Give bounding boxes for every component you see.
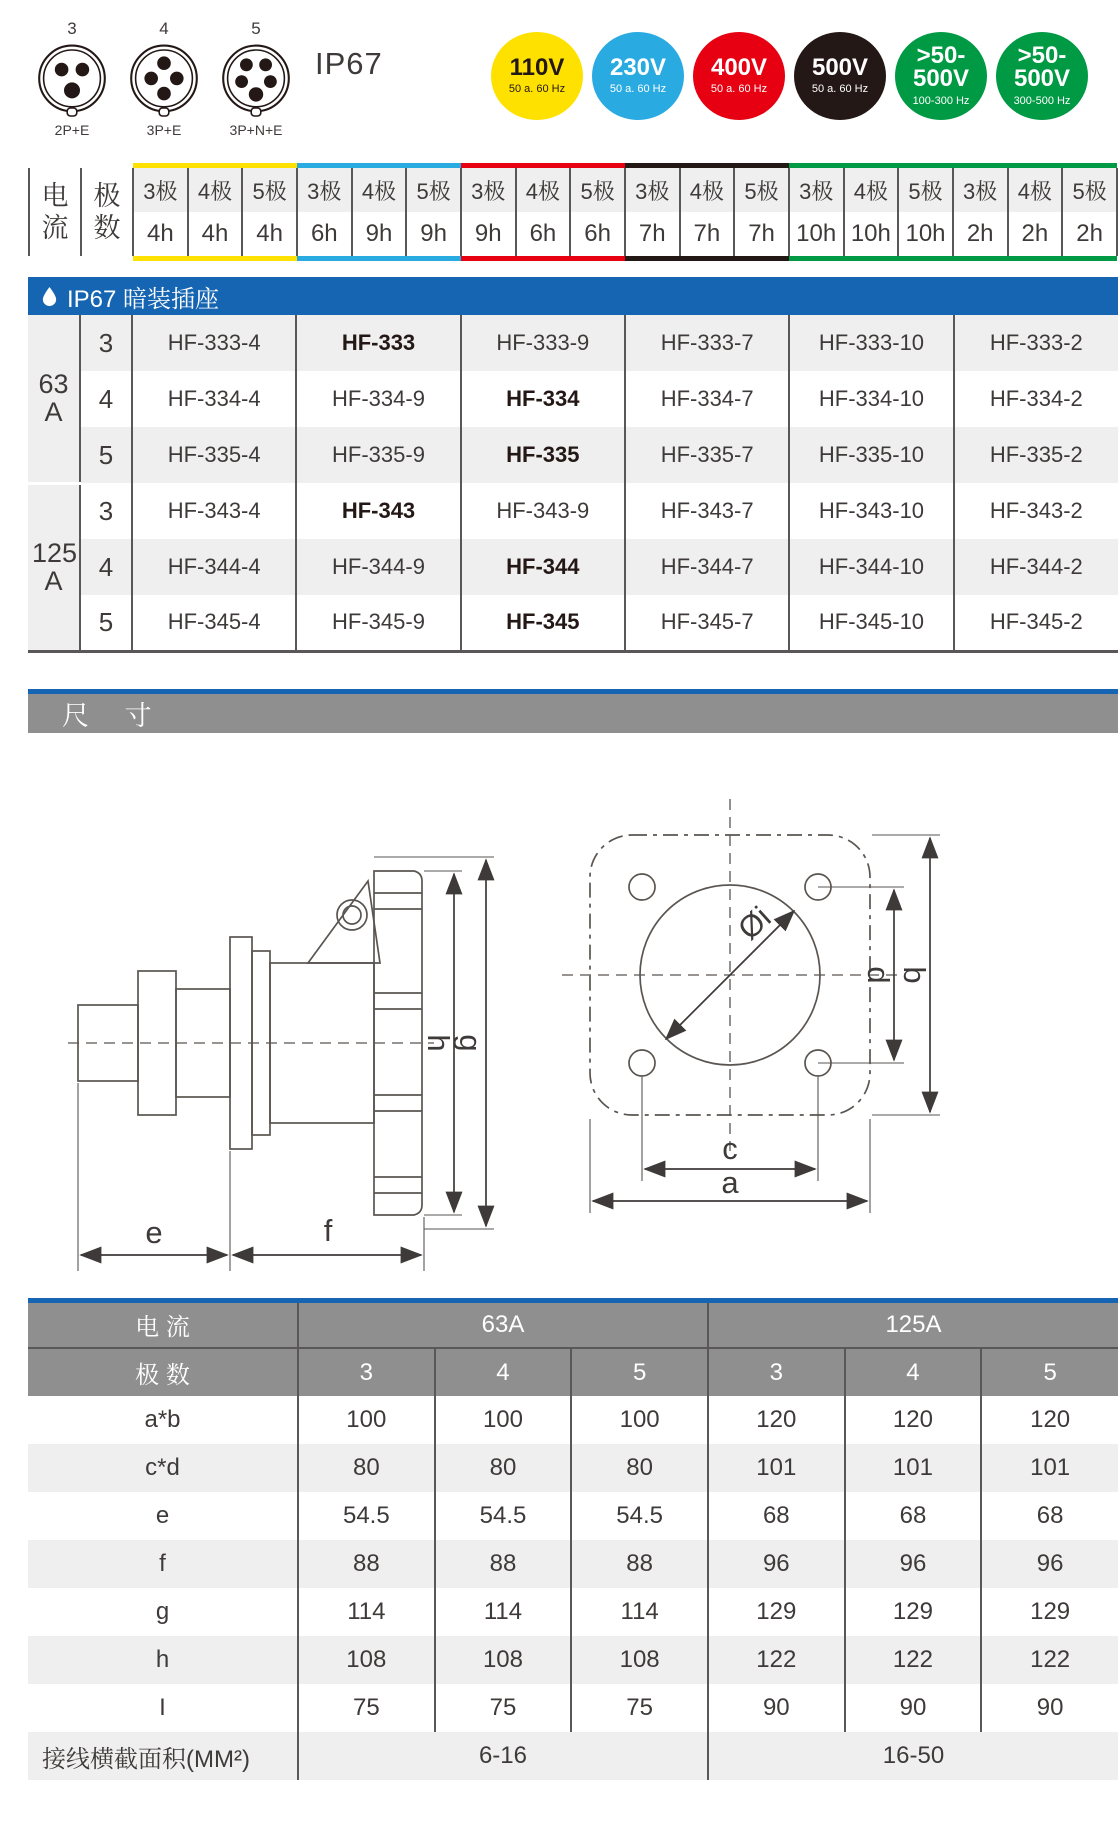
hour-cell: 9h xyxy=(461,212,516,256)
hour-cell: 10h xyxy=(898,212,953,256)
model-cell: HF-333-2 xyxy=(954,315,1118,371)
dim-row-label: f xyxy=(28,1540,298,1588)
pin-count-label: 5 xyxy=(251,19,261,38)
dim-value: 96 xyxy=(845,1540,982,1588)
model-row xyxy=(28,427,1118,483)
dim-value: 68 xyxy=(708,1492,845,1540)
dim-value: 88 xyxy=(298,1540,435,1588)
dim-value: 100 xyxy=(571,1396,708,1444)
dim-value: 90 xyxy=(708,1684,845,1732)
model-cell: HF-335-2 xyxy=(954,427,1118,483)
frequency-label: 50 a. 60 Hz xyxy=(811,83,869,96)
dim-row-label: e xyxy=(155,1502,170,1529)
connector-5pin xyxy=(219,20,293,137)
group-color-bar xyxy=(297,256,461,261)
dim-label-b: b xyxy=(897,965,932,984)
dim-value: 122 xyxy=(708,1636,845,1684)
dim-label-d: d xyxy=(861,965,896,984)
voltage-badge-110v xyxy=(491,32,583,120)
model-cell: HF-333-4 xyxy=(132,315,296,371)
voltage-badge-500v xyxy=(794,32,886,120)
hour-cell: 6h xyxy=(516,212,571,256)
wire-section-125a: 16-50 xyxy=(708,1732,1118,1780)
hour-cell: 4h xyxy=(242,212,297,256)
pole-cell: 3极 xyxy=(953,168,1008,212)
dim-row-f xyxy=(28,1540,1118,1588)
model-cell: HF-335-9 xyxy=(296,427,460,483)
dim-value: 120 xyxy=(981,1396,1118,1444)
voltage-value: >50- xyxy=(916,42,966,70)
dim-value: 129 xyxy=(981,1588,1118,1636)
dim-label-f: f xyxy=(323,1212,333,1248)
connector-4pin xyxy=(127,20,201,137)
group-color-bar xyxy=(625,256,789,261)
voltage-badge-230v xyxy=(592,32,684,120)
dim-value: 96 xyxy=(981,1540,1118,1588)
pole-cell: 4极 xyxy=(516,168,571,212)
dim-label-a: a xyxy=(721,1164,739,1200)
model-cell: HF-344-4 xyxy=(132,539,296,595)
dim-value: 108 xyxy=(435,1636,572,1684)
dimensions-title: 尺 寸 xyxy=(62,700,166,731)
dim-value: 114 xyxy=(571,1588,708,1636)
dim-row-e xyxy=(28,1492,1118,1540)
model-cell: HF-345-2 xyxy=(954,595,1118,651)
dim-value: 88 xyxy=(435,1540,572,1588)
dim-row-ab xyxy=(28,1396,1118,1444)
dim-row-g xyxy=(28,1588,1118,1636)
model-cell: HF-335-4 xyxy=(132,427,296,483)
current-header-label: 电 流 xyxy=(28,1300,298,1348)
pole-count-cell: 5 xyxy=(80,595,132,651)
hour-cell: 4h xyxy=(133,212,188,256)
hour-cell: 4h xyxy=(188,212,243,256)
pole-cell: 3极 xyxy=(789,168,844,212)
dim-value: 68 xyxy=(981,1492,1118,1540)
current-group-125a: 125A xyxy=(708,1300,1118,1348)
dim-value: 129 xyxy=(845,1588,982,1636)
dim-value: 54.5 xyxy=(435,1492,572,1540)
dim-value: 129 xyxy=(708,1588,845,1636)
dim-value: 100 xyxy=(435,1396,572,1444)
dim-row-label: h xyxy=(28,1636,298,1684)
pole-cell: 3极 xyxy=(297,168,352,212)
dim-value: 90 xyxy=(981,1684,1118,1732)
hour-cell: 2h xyxy=(953,212,1008,256)
connector-3pin-icon xyxy=(35,40,109,120)
model-cell: HF-343-10 xyxy=(789,483,953,539)
pole-col-header: 4 xyxy=(845,1348,982,1396)
wire-section-label: 接线横截面积(MM²) xyxy=(28,1732,298,1780)
ip-rating-label: IP67 xyxy=(315,46,383,81)
dim-value: 101 xyxy=(981,1444,1118,1492)
model-cell-primary: HF-335 xyxy=(461,427,625,483)
pole-cell: 5极 xyxy=(242,168,297,212)
dim-label-h: h xyxy=(421,1033,456,1052)
pole-col-header: 3 xyxy=(708,1348,845,1396)
color-bar-row-bottom xyxy=(29,256,1117,261)
model-cell: HF-334-10 xyxy=(789,371,953,427)
pole-col-header: 5 xyxy=(981,1348,1118,1396)
model-cell: HF-343-4 xyxy=(132,483,296,539)
model-row xyxy=(28,483,1118,539)
connector-4pin-icon xyxy=(127,40,201,120)
dim-value: 80 xyxy=(571,1444,708,1492)
model-cell: HF-334-4 xyxy=(132,371,296,427)
frequency-label: 50 a. 60 Hz xyxy=(609,83,667,96)
model-row xyxy=(28,595,1118,651)
hour-cell: 7h xyxy=(734,212,789,256)
pole-cell: 3极 xyxy=(133,168,188,212)
model-cell-primary: HF-333 xyxy=(296,315,460,371)
poles-header-row xyxy=(28,1348,1118,1396)
pole-cell: 5极 xyxy=(898,168,953,212)
dim-row-label: c*d xyxy=(28,1444,298,1492)
dim-value: 100 xyxy=(298,1396,435,1444)
connector-config-label: 2P+E xyxy=(54,122,90,138)
frequency-label: 50 a. 60 Hz xyxy=(508,83,566,96)
pole-count-cell: 5 xyxy=(80,427,132,483)
hour-cell: 9h xyxy=(352,212,407,256)
model-cell: HF-343-7 xyxy=(625,483,789,539)
model-cell: HF-333-10 xyxy=(789,315,953,371)
pole-col-header: 4 xyxy=(435,1348,572,1396)
pole-cell: 5极 xyxy=(1062,168,1117,212)
wire-section-63a: 6-16 xyxy=(298,1732,708,1780)
hour-cell: 7h xyxy=(625,212,680,256)
model-row xyxy=(28,315,1118,371)
dim-value: 114 xyxy=(435,1588,572,1636)
model-cell-primary: HF-334 xyxy=(461,371,625,427)
water-drop-icon xyxy=(42,287,57,306)
model-table xyxy=(28,315,1118,653)
voltage-value: 500V xyxy=(811,53,869,81)
dim-value: 80 xyxy=(298,1444,435,1492)
voltage-value: >50- xyxy=(1017,42,1067,70)
dim-label-c: c xyxy=(722,1130,738,1166)
model-cell: HF-343-2 xyxy=(954,483,1118,539)
model-cell: HF-345-9 xyxy=(296,595,460,651)
pole-cell: 4极 xyxy=(188,168,243,212)
hour-cell: 6h xyxy=(297,212,352,256)
dim-value: 120 xyxy=(845,1396,982,1444)
frequency-label: 100-300 Hz xyxy=(912,94,970,107)
model-cell: HF-344-7 xyxy=(625,539,789,595)
model-cell: HF-333-7 xyxy=(625,315,789,371)
pole-cell: 4极 xyxy=(844,168,899,212)
pole-cell: 3极 xyxy=(461,168,516,212)
model-table-title-bar xyxy=(28,277,1118,315)
dim-value: 122 xyxy=(981,1636,1118,1684)
pole-cell: 5极 xyxy=(734,168,789,212)
pole-cell: 4极 xyxy=(680,168,735,212)
hour-cell: 10h xyxy=(789,212,844,256)
dim-row-cd xyxy=(28,1444,1118,1492)
model-cell: HF-333-9 xyxy=(461,315,625,371)
dimension-table xyxy=(28,1298,1118,1781)
dim-value: 122 xyxy=(845,1636,982,1684)
pole-col-header: 3 xyxy=(298,1348,435,1396)
dim-value: 75 xyxy=(298,1684,435,1732)
dim-value: 75 xyxy=(435,1684,572,1732)
dim-value: 54.5 xyxy=(298,1492,435,1540)
connector-5pin-icon xyxy=(219,40,293,120)
connector-3pin xyxy=(35,20,109,137)
dim-value: 108 xyxy=(298,1636,435,1684)
model-cell: HF-344-9 xyxy=(296,539,460,595)
side-view-drawing xyxy=(62,743,532,1288)
connector-config-label: 3P+N+E xyxy=(229,122,283,138)
dim-row-label: I xyxy=(159,1694,166,1721)
voltage-badge-400v xyxy=(693,32,785,120)
model-table-section xyxy=(28,277,1118,653)
model-cell-primary: HF-345 xyxy=(461,595,625,651)
front-view-drawing xyxy=(560,743,990,1288)
group-color-bar xyxy=(461,256,625,261)
current-group-cell: 63 A xyxy=(28,315,80,483)
pole-cell: 5极 xyxy=(406,168,461,212)
pole-col-header: 5 xyxy=(571,1348,708,1396)
dim-row-i xyxy=(28,1684,1118,1732)
voltage-value: 400V xyxy=(710,53,768,81)
pole-cell: 3极 xyxy=(625,168,680,212)
model-table-title: IP67 暗装插座 xyxy=(67,285,220,313)
group-color-bar xyxy=(133,256,297,261)
dim-row-h xyxy=(28,1636,1118,1684)
dim-row-label: a*b xyxy=(144,1406,181,1433)
dim-value: 68 xyxy=(845,1492,982,1540)
group-color-bar xyxy=(953,256,1117,261)
hour-cell: 2h xyxy=(1062,212,1117,256)
model-cell: HF-344-10 xyxy=(789,539,953,595)
wire-section-row xyxy=(28,1732,1118,1780)
dim-value: 120 xyxy=(708,1396,845,1444)
dim-value: 101 xyxy=(708,1444,845,1492)
dim-label-g: g xyxy=(453,1033,488,1052)
voltage-badge-50-500v-a: >50- 500V 100-300 Hz xyxy=(895,32,987,120)
model-cell: HF-334-9 xyxy=(296,371,460,427)
current-header-row xyxy=(28,1300,1118,1348)
group-color-bar xyxy=(789,256,953,261)
current-group-63a: 63A xyxy=(298,1300,708,1348)
model-cell: HF-345-7 xyxy=(625,595,789,651)
model-cell-primary: HF-344 xyxy=(461,539,625,595)
dim-value: 101 xyxy=(845,1444,982,1492)
dim-value: 108 xyxy=(571,1636,708,1684)
dim-value: 54.5 xyxy=(571,1492,708,1540)
dim-value: 90 xyxy=(845,1684,982,1732)
pole-header-row xyxy=(29,168,1117,212)
connector-config-label: 3P+E xyxy=(146,122,182,138)
model-cell: HF-345-10 xyxy=(789,595,953,651)
dim-value: 96 xyxy=(708,1540,845,1588)
pole-cell: 4极 xyxy=(1008,168,1063,212)
dim-value: 88 xyxy=(571,1540,708,1588)
model-row xyxy=(28,539,1118,595)
top-row xyxy=(35,0,1088,137)
model-cell-primary: HF-343 xyxy=(296,483,460,539)
voltage-badge-50-500v-b: >50- 500V 300-500 Hz xyxy=(996,32,1088,120)
pin-count-label: 3 xyxy=(67,19,77,38)
pole-cell: 5极 xyxy=(570,168,625,212)
poles-axis-header: 极数 xyxy=(81,168,133,256)
model-cell: HF-335-7 xyxy=(625,427,789,483)
technical-drawings xyxy=(62,743,1120,1288)
model-cell: HF-334-2 xyxy=(954,371,1118,427)
dimensions-section-header xyxy=(28,689,1118,733)
frequency-label: 300-500 Hz xyxy=(1013,94,1071,107)
voltage-value: 230V xyxy=(609,53,667,81)
dim-label-e: e xyxy=(145,1214,163,1250)
dim-value: 114 xyxy=(298,1588,435,1636)
model-cell: HF-334-7 xyxy=(625,371,789,427)
pin-count-label: 4 xyxy=(159,19,169,38)
current-axis-header: 电流 xyxy=(29,168,81,256)
current-group-cell: 125 A xyxy=(28,483,80,651)
dim-value: 75 xyxy=(571,1684,708,1732)
dim-label-diameter: Øi xyxy=(731,899,778,947)
hour-cell: 10h xyxy=(844,212,899,256)
hour-cell: 6h xyxy=(570,212,625,256)
model-cell: HF-335-10 xyxy=(789,427,953,483)
voltage-badges xyxy=(491,32,1088,120)
model-cell: HF-345-4 xyxy=(132,595,296,651)
pole-hour-table xyxy=(28,163,1118,261)
hour-cell: 7h xyxy=(680,212,735,256)
hour-cell: 2h xyxy=(1008,212,1063,256)
pole-count-cell: 3 xyxy=(80,315,132,371)
poles-header-label: 极 数 xyxy=(28,1348,298,1396)
pole-count-cell: 4 xyxy=(80,539,132,595)
voltage-value: 110V xyxy=(509,53,565,81)
model-row xyxy=(28,371,1118,427)
dim-row-label: g xyxy=(155,1598,170,1625)
hour-value-row xyxy=(29,212,1117,256)
frequency-label: 50 a. 60 Hz xyxy=(710,83,768,96)
model-cell: HF-343-9 xyxy=(461,483,625,539)
pole-cell: 4极 xyxy=(352,168,407,212)
pole-count-cell: 3 xyxy=(80,483,132,539)
model-cell: HF-344-2 xyxy=(954,539,1118,595)
connector-diagrams xyxy=(35,20,293,137)
dim-value: 80 xyxy=(435,1444,572,1492)
pole-count-cell: 4 xyxy=(80,371,132,427)
hour-cell: 9h xyxy=(406,212,461,256)
